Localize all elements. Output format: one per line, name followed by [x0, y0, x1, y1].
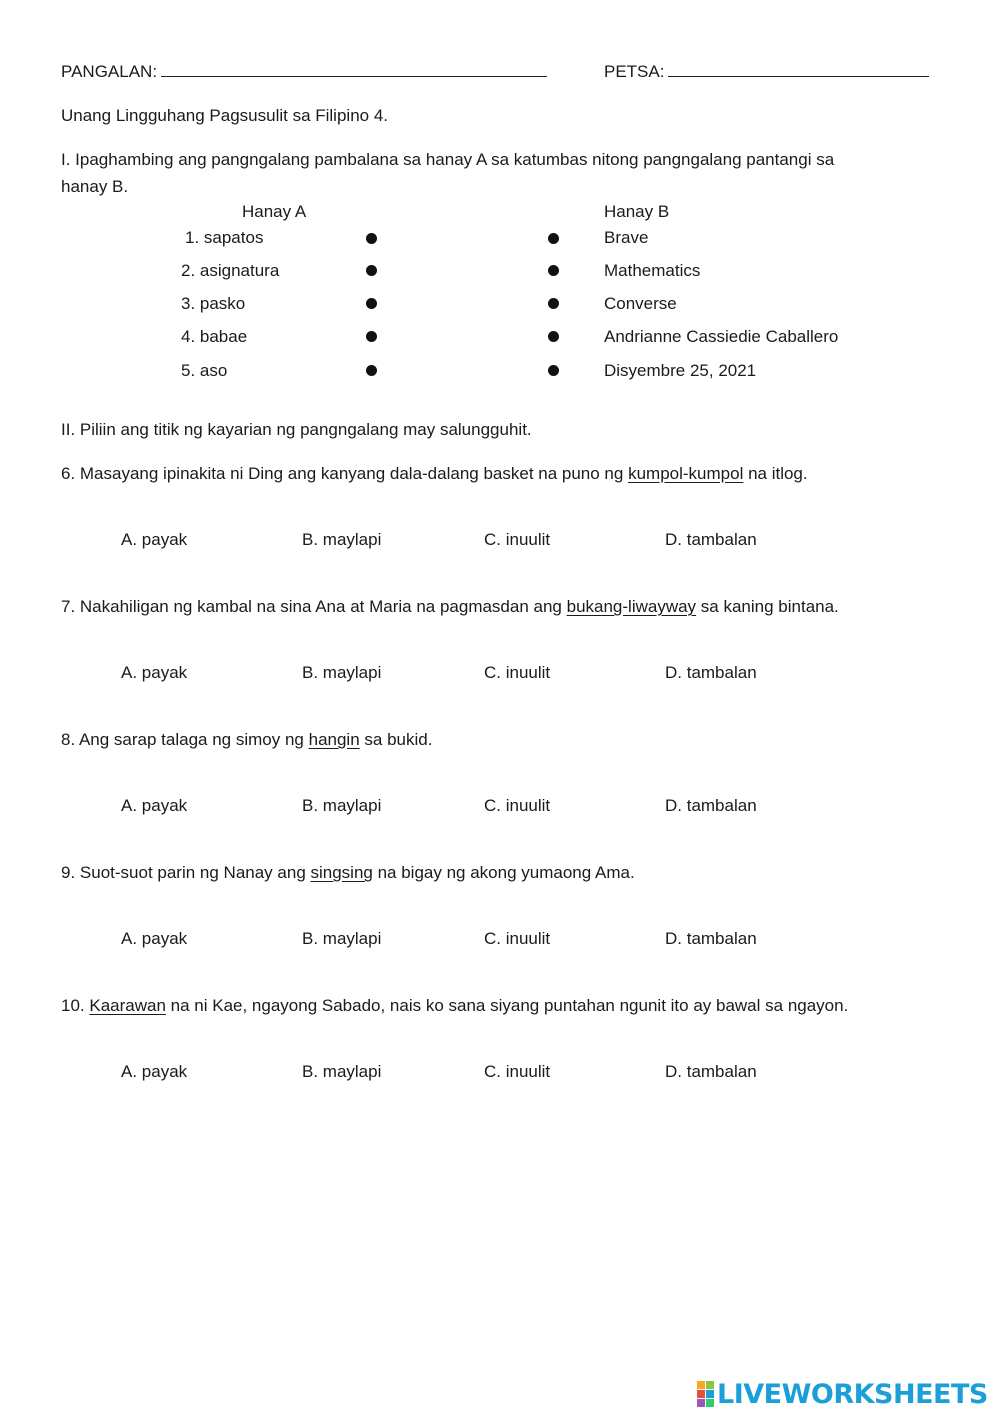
column-a-item: 3. pasko [181, 294, 246, 313]
underlined-word: hangin [308, 730, 360, 749]
date-label: PETSA: [604, 62, 665, 81]
question-text: na bigay ng akong yumaong Ama. [372, 863, 635, 882]
question-text: 9. Suot-suot parin ng Nanay ang [61, 863, 311, 882]
part1-instruction-line1: I. Ipaghambing ang pangngalang pambalana sa hanay A sa katumbas nitong pangngalang pantangi sa [61, 150, 835, 169]
column-b-item: Mathematics [604, 261, 701, 280]
choices-q9 [0, 929, 1000, 953]
match-dot-b[interactable] [548, 298, 559, 309]
name-label: PANGALAN: [61, 62, 158, 81]
question-text: 8. Ang sarap talaga ng simoy ng [61, 730, 309, 749]
choice-b[interactable]: B. maylapi [302, 1062, 382, 1081]
underlined-word: kumpol-kumpol [628, 464, 744, 483]
column-b-item: Disyembre 25, 2021 [604, 361, 757, 380]
choice-d[interactable]: D. tambalan [665, 796, 757, 815]
choice-c[interactable]: C. inuulit [484, 530, 551, 549]
question-8 [61, 730, 432, 750]
underlined-word: singsing [310, 863, 373, 882]
question-10 [61, 996, 848, 1016]
logo-text: LIVEWORKSHEETS [717, 1378, 988, 1410]
underlined-word: bukang-liwayway [566, 597, 697, 616]
choice-d[interactable]: D. tambalan [665, 663, 757, 682]
question-text: sa kaning bintana. [696, 597, 839, 616]
question-6 [61, 464, 808, 484]
match-dot-b[interactable] [548, 331, 559, 342]
choice-d[interactable]: D. tambalan [665, 530, 757, 549]
question-7 [61, 597, 839, 617]
question-text: 10. [61, 996, 90, 1015]
part2-instruction: II. Piliin ang titik ng kayarian ng pangngalang may salungguhit. [61, 420, 532, 439]
date-field [604, 62, 929, 82]
column-a-item: 4. babae [181, 327, 248, 346]
name-blank[interactable] [161, 75, 547, 77]
column-b-item: Converse [604, 294, 677, 313]
choice-a[interactable]: A. payak [121, 1062, 188, 1081]
choice-d[interactable]: D. tambalan [665, 929, 757, 948]
choice-a[interactable]: A. payak [121, 530, 188, 549]
choice-c[interactable]: C. inuulit [484, 1062, 551, 1081]
name-field [61, 62, 547, 82]
quiz-title: Unang Lingguhang Pagsusulit sa Filipino 4. [61, 106, 389, 125]
match-dot-b[interactable] [548, 365, 559, 376]
part1-instruction-line2: hanay B. [61, 177, 129, 196]
choice-b[interactable]: B. maylapi [302, 796, 382, 815]
logo-mark-icon [697, 1381, 714, 1407]
match-dot-a[interactable] [366, 233, 377, 244]
choices-q10 [0, 1062, 1000, 1086]
match-dot-a[interactable] [366, 331, 377, 342]
date-blank[interactable] [668, 75, 929, 77]
choice-c[interactable]: C. inuulit [484, 796, 551, 815]
choice-a[interactable]: A. payak [121, 796, 188, 815]
question-text: sa bukid. [359, 730, 433, 749]
question-text: na itlog. [743, 464, 808, 483]
column-b-header: Hanay B [604, 202, 670, 221]
question-text: 6. Masayang ipinakita ni Ding ang kanyang dala-dalang basket na puno ng [61, 464, 629, 483]
column-a-header: Hanay A [242, 202, 307, 221]
column-a-item: 1. sapatos [185, 228, 264, 247]
choice-b[interactable]: B. maylapi [302, 530, 382, 549]
choice-d[interactable]: D. tambalan [665, 1062, 757, 1081]
choices-q8 [0, 796, 1000, 820]
question-text: 7. Nakahiligan ng kambal na sina Ana at Maria na pagmasdan ang [61, 597, 567, 616]
choice-b[interactable]: B. maylapi [302, 929, 382, 948]
match-dot-a[interactable] [366, 365, 377, 376]
choices-q7 [0, 663, 1000, 687]
underlined-word: Kaarawan [89, 996, 166, 1015]
column-b-item: Brave [604, 228, 649, 247]
choice-a[interactable]: A. payak [121, 929, 188, 948]
column-a-item: 2. asignatura [181, 261, 280, 280]
column-a-item: 5. aso [181, 361, 228, 380]
choice-c[interactable]: C. inuulit [484, 663, 551, 682]
choices-q6 [0, 530, 1000, 554]
match-dot-a[interactable] [366, 265, 377, 276]
column-b-item: Andrianne Cassiedie Caballero [604, 327, 839, 346]
liveworksheets-logo [697, 1378, 988, 1410]
match-dot-b[interactable] [548, 265, 559, 276]
question-text: na ni Kae, ngayong Sabado, nais ko sana siyang puntahan ngunit ito ay bawal sa ngayon. [165, 996, 849, 1015]
choice-a[interactable]: A. payak [121, 663, 188, 682]
choice-b[interactable]: B. maylapi [302, 663, 382, 682]
match-dot-b[interactable] [548, 233, 559, 244]
question-9 [61, 863, 635, 883]
choice-c[interactable]: C. inuulit [484, 929, 551, 948]
match-dot-a[interactable] [366, 298, 377, 309]
